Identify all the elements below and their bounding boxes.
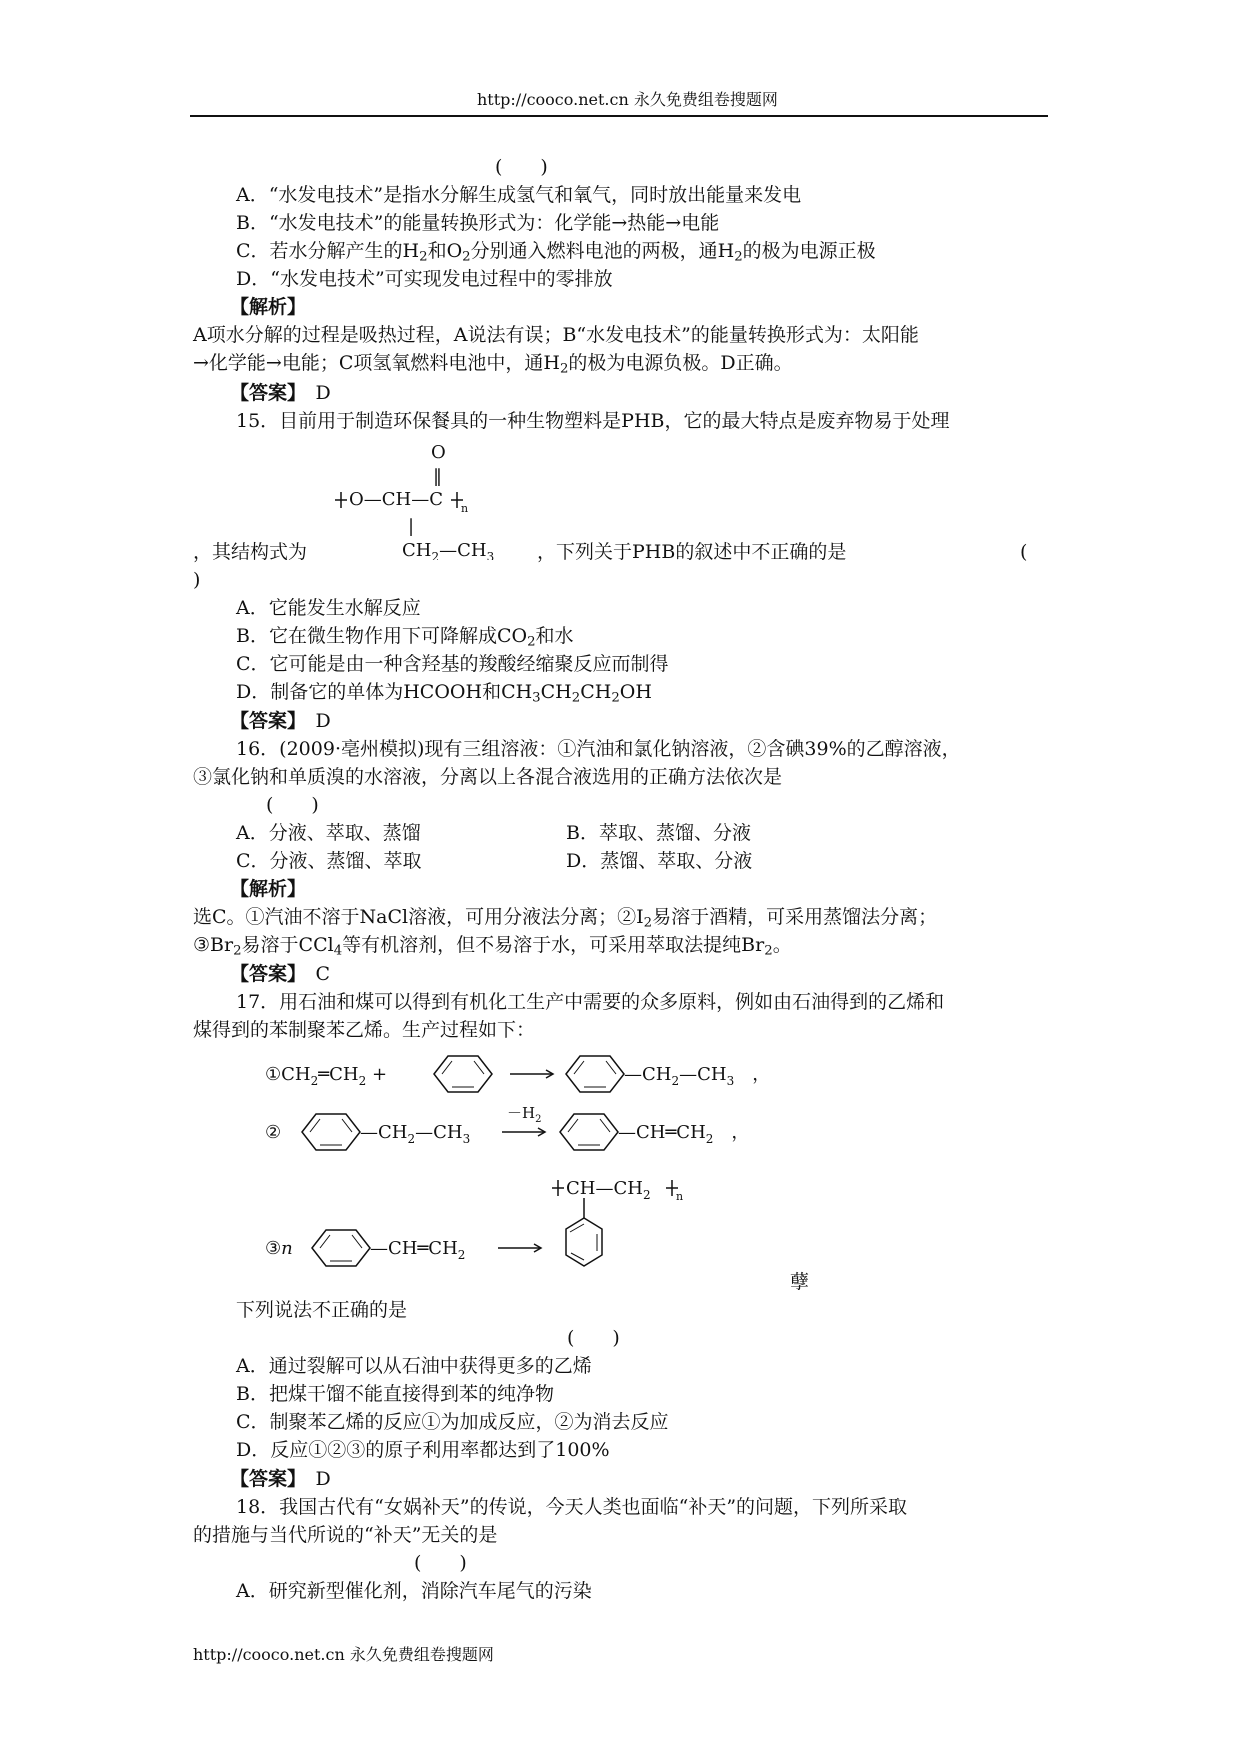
benzene-ring-1 <box>434 1056 492 1092</box>
q17-option-b: B．把煤干馏不能直接得到苯的纯净物 <box>236 1383 554 1405</box>
q17-option-c: C．制聚苯乙烯的反应①为加成反应，②为消去反应 <box>236 1411 669 1433</box>
q18-stem-line2: 的措施与当代所说的“补天”无关的是 <box>193 1524 498 1546</box>
page-footer: http://cooco.net.cn 永久免费组卷搜题网 <box>193 1645 494 1664</box>
q16-option-b: B．萃取、蒸馏、分液 <box>566 822 751 844</box>
q14-option-a: A．“水发电技术”是指水分解生成氢气和氧气，同时放出能量来发电 <box>236 184 802 206</box>
q15-option-d: D．制备它的单体为HCOOH和$CH_3CH_2CH_2OH$ <box>236 681 652 706</box>
svg-text:‖: ‖ <box>433 466 442 487</box>
header-rule <box>190 115 1048 117</box>
q17-answer: 【答案】 D <box>230 1468 331 1490</box>
arrow-2 <box>502 1128 545 1136</box>
q15-answer: 【答案】 D <box>230 710 331 732</box>
q14-analysis-line1: A项水分解的过程是吸热过程，A说法有误；B“水发电技术”的能量转换形式为：太阳能 <box>193 324 919 346</box>
arrow-3 <box>498 1244 541 1252</box>
q18-bracket: ( ) <box>414 1552 467 1574</box>
reaction-scheme <box>262 1046 822 1286</box>
q16-bracket: ( ) <box>266 794 319 816</box>
q15-structure-prefix: ，其结构式为 <box>193 541 308 563</box>
q16-option-c: C．分液、蒸馏、萃取 <box>236 850 422 872</box>
svg-text:n: n <box>676 1190 684 1203</box>
q15-bracket-open: ( <box>1020 541 1028 563</box>
svg-text:O—CH—C: O—CH—C <box>349 489 443 510</box>
q17-stem-line1: 17．用石油和煤可以得到有机化工生产中需要的众多原料，例如由石油得到的乙烯和 <box>236 991 945 1013</box>
q14-bracket: ( ) <box>495 156 548 178</box>
q18-stem-line1: 18．我国古代有“女娲补天”的传说，今天人类也面临“补天”的问题，下列所采取 <box>236 1496 908 1518</box>
q17-option-a: A．通过裂解可以从石油中获得更多的乙烯 <box>236 1355 592 1377</box>
reaction2-product: $—CH═CH_2$ ， <box>618 1122 750 1146</box>
q18-option-a: A．研究新型催化剂，消除汽车尾气的污染 <box>236 1580 592 1602</box>
polymer-bracket <box>552 1178 683 1218</box>
benzene-ring-2 <box>566 1056 624 1092</box>
q16-answer: 【答案】 C <box>230 963 331 985</box>
benzene-ring-3 <box>302 1114 360 1150</box>
q15-option-a: A．它能发生水解反应 <box>236 597 421 619</box>
stray-character: 孽 <box>790 1271 810 1293</box>
q14-analysis-label: 【解析】 <box>230 296 307 318</box>
q15-bracket-close: ) <box>193 569 201 591</box>
q15-option-b: B．它在微生物作用下可降解成$CO_2$和水 <box>236 625 574 650</box>
q17-stem-line2: 煤得到的苯制聚苯乙烯。生产过程如下： <box>193 1019 536 1041</box>
q14-answer: 【答案】 D <box>230 382 331 404</box>
phb-branch: $CH_2—CH_3$ <box>402 540 495 560</box>
q16-stem-line1: 16．(2009·亳州模拟)现有三组溶液：①汽油和氯化钠溶液，②含碘39%的乙醇溶液， <box>236 738 961 760</box>
reaction3-monomer: $—CH═CH_2$ <box>370 1238 466 1262</box>
q16-stem-line2: ③氯化钠和单质溴的水溶液，分离以上各混合液选用的正确方法依次是 <box>193 766 783 788</box>
reaction2-reactant: $—CH_2—CH_3$ <box>360 1122 471 1146</box>
reaction3-number: ③n <box>265 1238 293 1259</box>
reaction2-condition: $-H_2$ <box>507 1104 542 1125</box>
svg-text:n: n <box>461 502 469 515</box>
q16-analysis-line1: 选C。①汽油不溶于NaCl溶液，可用分液法分离；$②I_2$易溶于酒精，可采用蒸馏法分离； <box>193 906 938 931</box>
q16-analysis-line2: $③Br_2$易溶于CCl$_4$等有机溶剂，但不易溶于水，可采用萃取法提纯$Br_2$。 <box>193 934 792 959</box>
q14-analysis-line2: →化学能→电能；C项氢氧燃料电池中，通$H_2$的极为电源负极。D正确。 <box>193 352 793 377</box>
reaction1-product: $—CH_2—CH_3$ ， <box>624 1064 771 1088</box>
q14-option-d: D．“水发电技术”可实现发电过程中的零排放 <box>236 268 613 290</box>
reaction2-number: ② <box>265 1122 282 1143</box>
polymer-chain: $CH—CH_2$ <box>566 1178 651 1202</box>
q17-question: 下列说法不正确的是 <box>236 1299 408 1321</box>
q15-structure-suffix: ，下列关于PHB的叙述中不正确的是 <box>537 541 847 563</box>
q14-option-c: C．若水分解产生的$H_2$和$O_2$分别通入燃料电池的两极，通$H_2$的极为电源正极 <box>236 240 876 265</box>
q16-analysis-label: 【解析】 <box>230 878 307 900</box>
q17-option-d: D．反应①②③的原子利用率都达到了100% <box>236 1439 610 1461</box>
reaction1-reactant: $①CH_2═CH_2$ + <box>265 1064 388 1088</box>
q16-option-d: D．蒸馏、萃取、分液 <box>566 850 753 872</box>
page-header: http://cooco.net.cn 永久免费组卷搜题网 <box>477 90 778 109</box>
benzene-ring-6 <box>566 1218 602 1266</box>
svg-text:O: O <box>431 442 446 463</box>
q15-option-c: C．它可能是由一种含羟基的羧酸经缩聚反应而制得 <box>236 653 669 675</box>
svg-text:|: | <box>408 516 415 537</box>
arrow-1 <box>510 1070 553 1078</box>
benzene-ring-5 <box>312 1230 370 1266</box>
benzene-ring-4 <box>560 1114 618 1150</box>
q14-option-b: B．“水发电技术”的能量转换形式为：化学能→热能→电能 <box>236 212 720 234</box>
q17-bracket: ( ) <box>567 1327 620 1349</box>
q15-stem: 15．目前用于制造环保餐具的一种生物塑料是PHB，它的最大特点是废弃物易于处理 <box>236 410 950 432</box>
q16-option-a: A．分液、萃取、蒸馏 <box>236 822 421 844</box>
phb-structure-formula <box>335 440 555 560</box>
